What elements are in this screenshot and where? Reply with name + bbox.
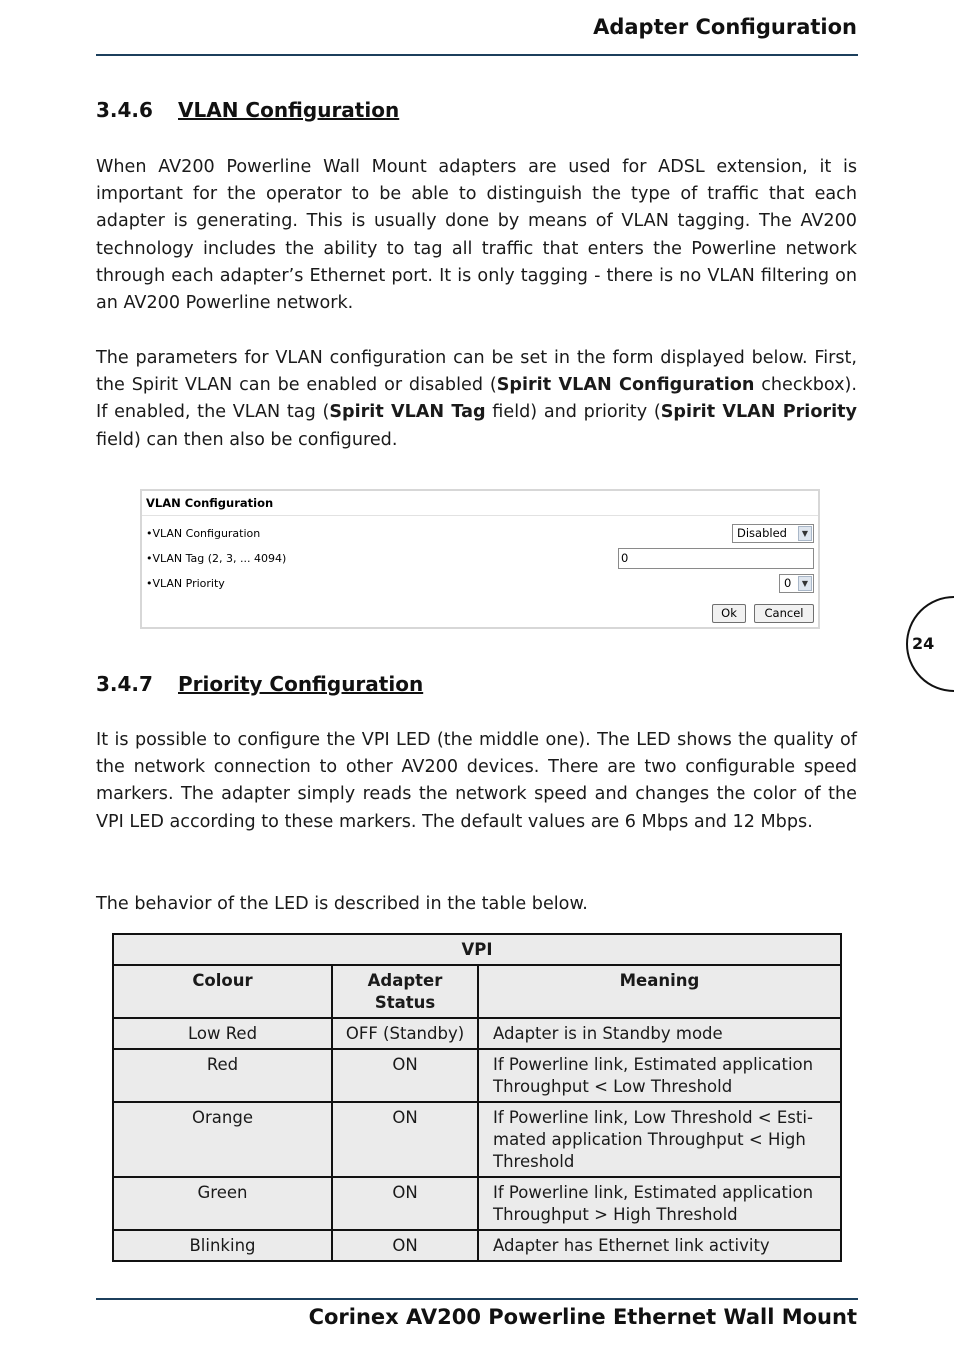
table-cell: ON [332, 1102, 478, 1177]
table-cell: Orange [113, 1102, 332, 1177]
form-divider [142, 515, 818, 516]
column-header: Adapter Status [332, 965, 478, 1018]
table-title-row [113, 934, 841, 965]
table-cell: Red [113, 1049, 332, 1102]
vlan-config-form [140, 489, 820, 629]
table-cell: ON [332, 1049, 478, 1102]
cancel-button[interactable]: Cancel [754, 604, 814, 623]
vlan-tag-label: •VLAN Tag (2, 3, ... 4094) [146, 552, 287, 565]
table-intro-paragraph: The behavior of the LED is described in the table below. [96, 894, 588, 914]
table-row [113, 1177, 841, 1230]
table-cell: If Powerline link, Estimated application Throughput < Low Threshold [478, 1049, 841, 1102]
page-number: 24 [912, 634, 935, 653]
table-row [113, 1049, 841, 1102]
vlan-intro-paragraph: When AV200 Powerline Wall Mount adapters are used for ADSL extension, it is important for the operator to be able to distinguish the type of traffic that each adapter is generating. This is usually done by means of VLAN tagging. The AV200 technology includes the ability to tag all traffic that enters the Powerline network through each adapter’s Ethernet port. It is only tagging - there is no VLAN filtering on an AV200 Powerline network. [96, 157, 857, 314]
table-cell: If Powerline link, Low Threshold < Esti-mated application Throughput < High Threshold [478, 1102, 841, 1177]
vlan-config-select-value: Disabled [737, 526, 787, 540]
chevron-down-icon: ▼ [798, 526, 812, 541]
table-cell: If Powerline link, Estimated application Throughput > High Threshold [478, 1177, 841, 1230]
table-cell: OFF (Standby) [332, 1018, 478, 1049]
priority-intro-paragraph: It is possible to configure the VPI LED (the middle one). The LED shows the quality of the network connection to other AV200 devices. There are two configurable speed markers. The adapter simply reads the network speed and changes the color of the VPI LED according to these markers. The default values are 6 Mbps and 12 Mbps. [96, 730, 857, 832]
vpi-led-table [112, 933, 842, 1262]
vlan-priority-label: •VLAN Priority [146, 577, 225, 590]
section-heading-priority [96, 672, 423, 696]
vlan-config-select[interactable] [732, 524, 814, 543]
table-row [113, 1230, 841, 1261]
section-title: VLAN Configuration [178, 98, 400, 122]
header-title: Adapter Configuration [593, 15, 857, 39]
section-heading-vlan [96, 98, 399, 122]
column-header: Colour [113, 965, 332, 1018]
table-cell: Green [113, 1177, 332, 1230]
ok-button[interactable]: Ok [712, 604, 746, 623]
bold-term: Spirit VLAN Priority [660, 402, 858, 423]
footer-title: Corinex AV200 Powerline Ethernet Wall Mount [308, 1305, 857, 1329]
table-row [113, 1102, 841, 1177]
form-title: VLAN Configuration [146, 496, 274, 510]
table-title: VPI [113, 934, 841, 965]
header-rule [96, 54, 858, 56]
column-header: Meaning [478, 965, 841, 1018]
table-cell: Adapter has Ethernet link activity [478, 1230, 841, 1261]
vlan-config-label: •VLAN Configuration [146, 527, 261, 540]
bold-term: Spirit VLAN Tag [329, 402, 486, 423]
chevron-down-icon: ▼ [798, 576, 812, 591]
table-row [113, 1018, 841, 1049]
table-cell: ON [332, 1230, 478, 1261]
table-cell: Blinking [113, 1230, 332, 1261]
section-number: 3.4.7 [96, 672, 153, 696]
vlan-priority-select[interactable] [779, 574, 814, 593]
section-title: Priority Configuration [178, 672, 424, 696]
table-cell: Low Red [113, 1018, 332, 1049]
table-cell: Adapter is in Standby mode [478, 1018, 841, 1049]
table-cell: ON [332, 1177, 478, 1230]
vlan-params-paragraph: The parameters for VLAN configuration can be set in the form displayed below. First, the Spirit VLAN can be enabled or disabled (Spirit VLAN Configuration checkbox). If enabled, the VLAN tag (Spirit VLAN Tag field) and priority (Spirit VLAN Priority field) can then also be configured. [96, 348, 858, 450]
vlan-tag-input[interactable]: 0 [618, 548, 814, 569]
table-header-row [113, 965, 841, 1018]
vlan-priority-select-value: 0 [784, 576, 792, 590]
footer-rule [96, 1298, 858, 1300]
section-number: 3.4.6 [96, 98, 153, 122]
bold-term: Spirit VLAN Configuration [496, 375, 755, 396]
